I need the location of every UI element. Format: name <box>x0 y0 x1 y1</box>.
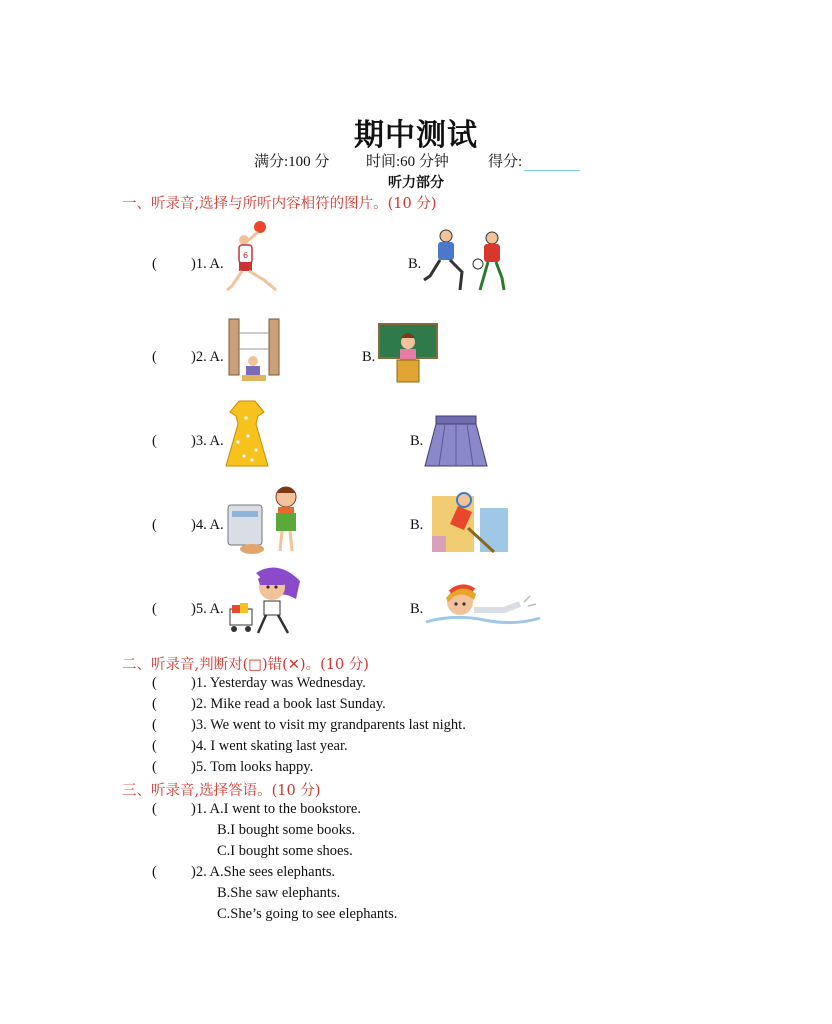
section-1-heading: 一、听录音,选择与所听内容相符的图片。(10 分) <box>122 196 437 212</box>
q2-option-c: C.She’s going to see elephants. <box>217 906 398 922</box>
answer-paren[interactable]: ( <box>152 738 157 754</box>
q2-option-b: B.She saw elephants. <box>217 885 341 901</box>
q1-option-a: )1. A.I went to the bookstore. <box>191 801 361 817</box>
item-4-b-label: B. <box>410 517 424 533</box>
time-limit: 时间:60 分钟 <box>366 154 449 170</box>
answer-paren[interactable]: ( <box>152 675 157 691</box>
statement-5: )5. Tom looks happy. <box>191 759 314 775</box>
score-label: 得分: <box>488 154 523 170</box>
item-2-b-label: B. <box>362 349 376 365</box>
library-reading-icon <box>226 315 282 385</box>
answer-paren[interactable]: ( <box>152 517 157 533</box>
basketball-player-icon <box>224 220 282 296</box>
full-score: 满分:100 分 <box>254 154 330 170</box>
q1-option-b: B.I bought some books. <box>217 822 356 838</box>
item-3-b-label: B. <box>410 433 424 449</box>
item-1-b-label: B. <box>408 256 422 272</box>
page-title: 期中测试 <box>354 118 478 153</box>
answer-paren[interactable]: ( <box>152 717 157 733</box>
girl-shopping-icon <box>226 565 306 637</box>
answer-paren[interactable]: ( <box>152 601 157 617</box>
item-5-b-label: B. <box>410 601 424 617</box>
section-3-heading: 三、听录音,选择答语。(10 分) <box>122 783 321 799</box>
q1-option-c: C.I bought some shoes. <box>217 843 353 859</box>
purple-skirt-icon <box>423 414 489 470</box>
girl-swimming-icon <box>424 580 542 630</box>
answer-paren[interactable]: ( <box>152 801 157 817</box>
answer-paren[interactable]: ( <box>152 433 157 449</box>
item-3-label: )3. A. <box>191 433 224 449</box>
answer-paren[interactable]: ( <box>152 696 157 712</box>
soccer-players-icon <box>420 224 510 296</box>
svg-text:6: 6 <box>243 251 249 260</box>
statement-3: )3. We went to visit my grandparents last night. <box>191 717 466 733</box>
teacher-blackboard-icon <box>377 322 439 384</box>
answer-paren[interactable]: ( <box>152 759 157 775</box>
yellow-dress-icon <box>224 398 270 470</box>
statement-4: )4. I went skating last year. <box>191 738 348 754</box>
statement-1: )1. Yesterday was Wednesday. <box>191 675 366 691</box>
item-5-label: )5. A. <box>191 601 224 617</box>
item-4-label: )4. A. <box>191 517 224 533</box>
boy-cleaning-room-icon <box>428 490 512 558</box>
q2-option-a: )2. A.She sees elephants. <box>191 864 336 880</box>
item-1-label: )1. A. <box>191 256 224 272</box>
section-2-heading: 二、听录音,判断对(□)错(✕)。(10 分) <box>122 657 369 673</box>
score-field <box>488 150 580 171</box>
item-2-label: )2. A. <box>191 349 224 365</box>
score-blank[interactable] <box>524 156 580 171</box>
part-title: 听力部分 <box>388 175 444 191</box>
statement-2: )2. Mike read a book last Sunday. <box>191 696 386 712</box>
answer-paren[interactable]: ( <box>152 349 157 365</box>
answer-paren[interactable]: ( <box>152 864 157 880</box>
girl-washing-clothes-icon <box>224 481 306 557</box>
answer-paren[interactable]: ( <box>152 256 157 272</box>
